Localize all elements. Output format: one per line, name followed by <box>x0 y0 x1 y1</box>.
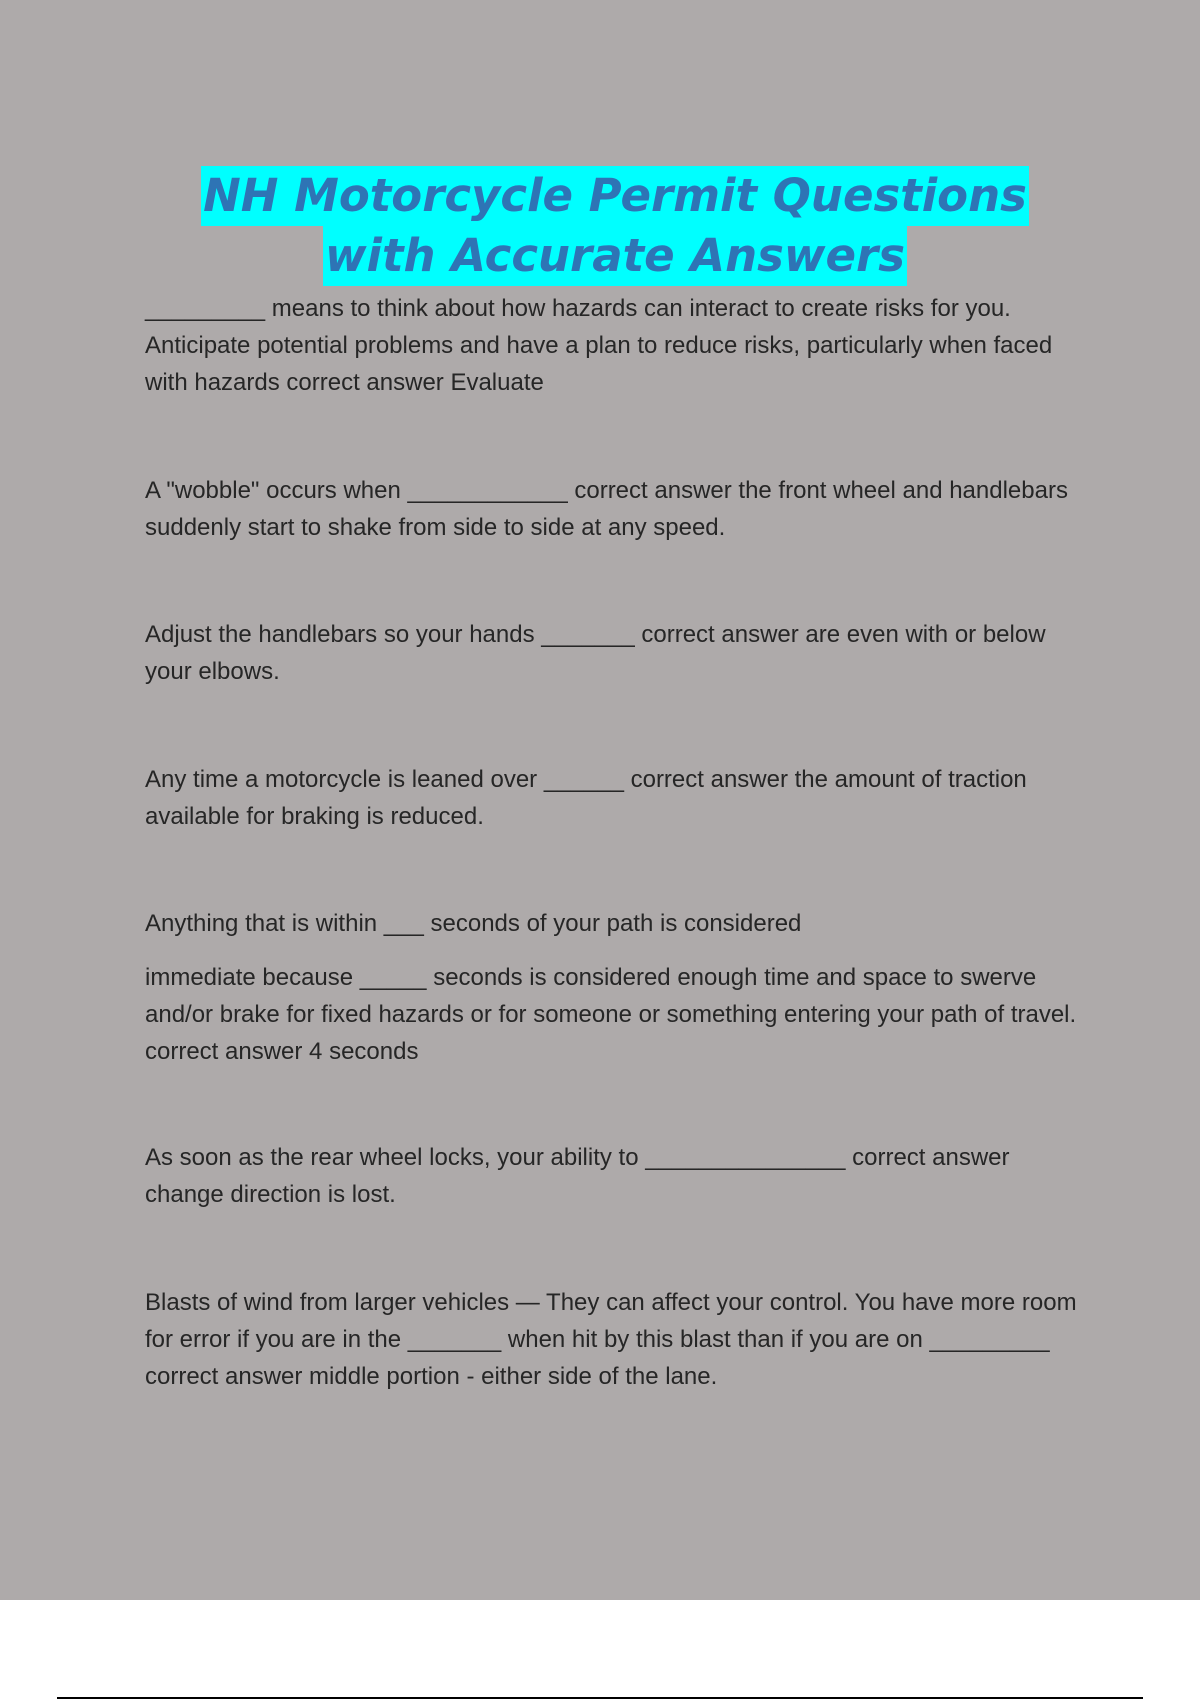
question-wind-blasts: Blasts of wind from larger vehicles — They can affect your control. You have more room for error if you are in the _______ when hit by this blast than if you are on _________ correct answer middle portion - either side of the lane. <box>145 1289 1077 1390</box>
title-line-2: with Accurate Answers <box>323 226 907 286</box>
footer-rule <box>57 1697 1143 1699</box>
question-evaluate: _________ means to think about how hazards can interact to create risks for you. Anticipate potential problems and have a plan to reduce risks, particularly when faced with hazards correct answer Evaluate <box>145 295 1053 396</box>
title-line-1: NH Motorcycle Permit Questions <box>201 166 1029 226</box>
document-title <box>0 166 1200 286</box>
question-handlebars: Adjust the handlebars so your hands _______ correct answer are even with or below your elbows. <box>145 621 1046 685</box>
question-path-seconds-continued: immediate because _____ seconds is considered enough time and space to swerve and/or brake for fixed hazards or for someone or something entering your path of travel. correct answer 4 seconds <box>145 964 1077 1065</box>
question-leaned-over: Any time a motorcycle is leaned over ______ correct answer the amount of traction available for braking is reduced. <box>145 766 1027 830</box>
question-wobble: A "wobble" occurs when ____________ correct answer the front wheel and handlebars suddenly start to shake from side to side at any speed. <box>145 477 1068 541</box>
question-rear-wheel: As soon as the rear wheel locks, your ability to _______________ correct answer change direction is lost. <box>145 1144 1010 1208</box>
question-path-seconds: Anything that is within ___ seconds of your path is considered <box>145 910 802 937</box>
